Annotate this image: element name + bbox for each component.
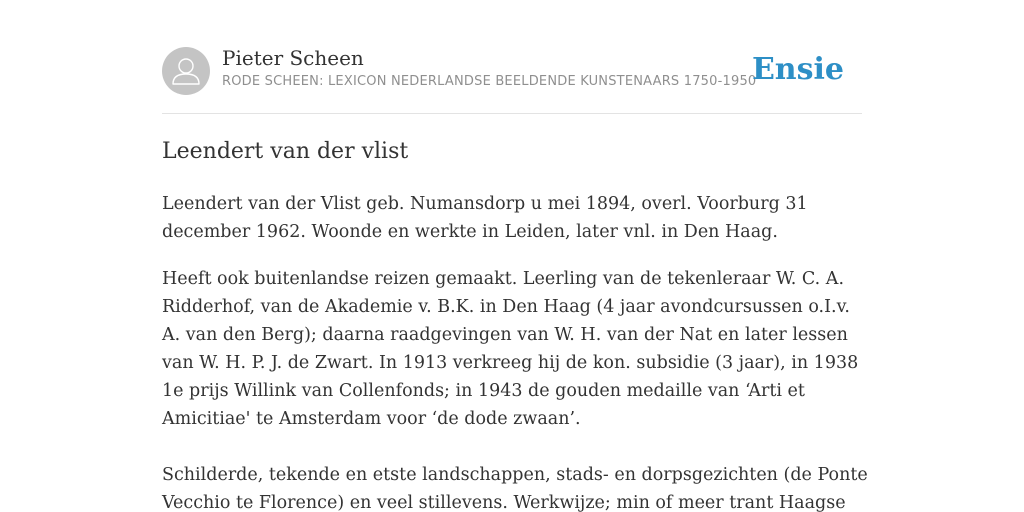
article-header [162, 46, 862, 96]
article-paragraph: Leendert van der Vlist geb. Numansdorp u mei 1894, overl. Voorburg 31 december 1962. Woonde en werkte in Leiden, later vnl. in Den Haag. [162, 194, 808, 242]
brand-logo[interactable]: Ensie [751, 52, 844, 87]
author-name[interactable]: Pieter Scheen [222, 46, 364, 70]
article-paragraph: Schilderde, tekende en etste landschappen, stads- en dorpsgezichten (de Ponte Vecchio te Florence) en veel stillevens. Werkwijze; min of meer trant Haagse [162, 465, 868, 512]
author-avatar[interactable] [162, 47, 210, 95]
article-title: Leendert van der vlist [162, 139, 409, 164]
source-lexicon[interactable]: RODE SCHEEN: LEXICON NEDERLANDSE BEELDENDE KUNSTENAARS 1750-1950 [222, 74, 757, 89]
header-divider [162, 113, 862, 114]
article-paragraph: Heeft ook buitenlandse reizen gemaakt. Leerling van de tekenleraar W. C. A. Ridderhof, van de Akademie v. B.K. in Den Haag (4 jaar avondcursussen o.I.v. A. van den Berg); daarna raadgevingen van W. H. van der Nat en later lessen van W. H. P. J. de Zwart. In 1913 verkreeg hij de kon. subsidie (3 jaar), in 1938 1e prijs Willink van Collenfonds; in 1943 de gouden medaille van ‘Arti et Amicitiae' te Amsterdam voor ‘de dode zwaan’. [162, 269, 859, 429]
user-icon [162, 47, 210, 95]
